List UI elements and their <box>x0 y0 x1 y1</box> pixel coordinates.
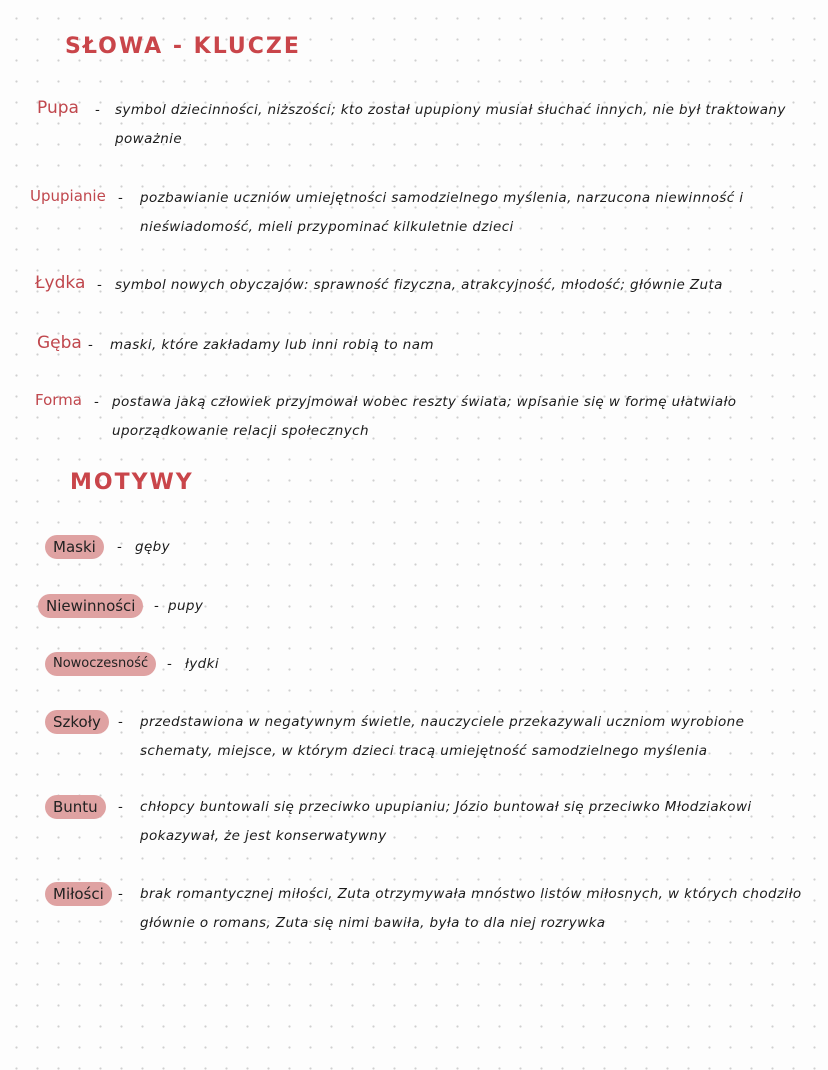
motif-term: Nowoczesność <box>45 652 156 676</box>
keyword-term: Gęba <box>37 333 82 353</box>
motif-desc: łydki <box>185 656 220 672</box>
motif-term: Buntu <box>45 795 106 819</box>
keyword-desc: symbol nowych obyczajów: sprawność fizyczna, atrakcyjność, młodość; głównie Zuta <box>115 277 723 293</box>
motif-term: Miłości <box>45 882 112 906</box>
motif-desc: pupy <box>168 598 204 614</box>
keyword-desc: symbol dziecinności, niższości; kto został upupiony musiał słuchać innych, nie był traktowany poważnie <box>115 102 786 147</box>
keyword-desc: postawa jaką człowiek przyjmował wobec reszty świata; wpisanie się w formę ułatwiało uporządkowanie relacji społecznych <box>112 394 737 439</box>
motif-term: Szkoły <box>45 710 109 734</box>
motif-term: Maski <box>45 535 104 559</box>
keyword-term: Forma <box>35 391 82 409</box>
motifs-heading: MOTYWY <box>70 470 194 495</box>
motif-term: Niewinności <box>38 594 143 618</box>
keywords-heading: SŁOWA - KLUCZE <box>65 34 301 59</box>
keyword-term: Upupianie <box>30 187 106 205</box>
motif-desc: gęby <box>135 539 171 555</box>
keyword-term: Łydka <box>35 273 86 293</box>
keyword-term: Pupa <box>37 98 79 118</box>
keyword-desc: maski, które zakładamy lub inni robią to nam <box>110 337 434 353</box>
keyword-desc: pozbawianie uczniów umiejętności samodzielnego myślenia, narzucona niewinność i nieświadomość, mieli przypominać kilkuletnie dzieci <box>140 190 744 235</box>
motif-desc: przedstawiona w negatywnym świetle, nauczyciele przekazywali uczniom wyrobione schematy, miejsce, w którym dzieci tracą umiejętność samodzielnego myślenia <box>140 714 745 759</box>
motif-desc: brak romantycznej miłości, Zuta otrzymywała mnóstwo listów miłosnych, w których chodziło głównie o romans, Zuta się nimi bawiła, była to dla niej rozrywka <box>140 886 802 931</box>
motif-desc: chłopcy buntowali się przeciwko upupianiu; Józio buntował się przeciwko Młodziakowi pokazywał, że jest konserwatywny <box>140 799 752 844</box>
